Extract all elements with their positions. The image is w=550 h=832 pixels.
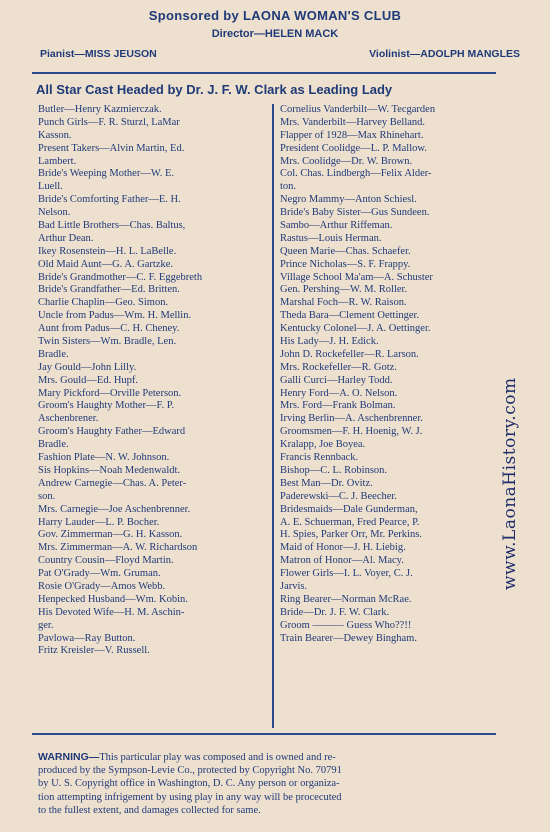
cast-line: Henpecked Husband—Wm. Kobin.	[38, 593, 188, 605]
cast-line: Rosie O'Grady—Amos Webb.	[38, 580, 166, 592]
cast-line: Kentucky Colonel—J. A. Oettinger.	[280, 323, 431, 335]
cast-line: John D. Rockefeller—R. Larson.	[280, 348, 419, 360]
cast-line: Mrs. Carnegie—Joe Aschenbrenner.	[38, 503, 191, 515]
warning-line	[38, 804, 500, 817]
cast-line: Queen Marie—Chas. Schaefer.	[280, 245, 411, 257]
cast-line: Sis Hopkins—Noah Medenwaldt.	[38, 464, 181, 476]
cast-line: Flapper of 1928—Max Rhinehart.	[280, 129, 424, 141]
cast-line: Ikey Rosenstein—H. L. LaBelle.	[38, 245, 177, 257]
warning-text: by U. S. Copyright office in Washington, D. C. Any person or organiza-	[38, 778, 340, 790]
cast-line: Mrs. Vanderbilt—Harvey Belland.	[280, 116, 426, 128]
cast-line: Kasson.	[38, 129, 72, 141]
sponsor-title: Sponsored by LAONA WOMAN'S CLUB	[148, 8, 402, 23]
warning-text: produced by the Sympson-Levie Co., protected by Copyright No. 70791	[38, 765, 342, 777]
cast-headline: All Star Cast Headed by Dr. J. F. W. Clark as Leading Lady	[36, 82, 393, 97]
cast-line: Best Man—Dr. Ovitz.	[280, 477, 373, 489]
cast-line: Matron of Honor—Al. Macy.	[280, 555, 404, 567]
warning-line	[38, 764, 500, 777]
cast-line: Maid of Honor—J. H. Liebig.	[280, 542, 406, 554]
cast-line: Andrew Carnegie—Chas. A. Peter-	[38, 477, 187, 489]
cast-line: Lambert.	[38, 155, 77, 167]
bottom-rule	[32, 733, 496, 735]
cast-line: President Coolidge—L. P. Mallow.	[280, 142, 427, 154]
cast-line: Gov. Zimmerman—G. H. Kasson.	[38, 529, 183, 541]
cast-line: Mrs. Zimmerman—A. W. Richardson	[38, 542, 198, 554]
cast-line: Bridesmaids—Dale Gunderman,	[280, 503, 418, 515]
cast-line: Fashion Plate—N. W. Johnson.	[38, 452, 170, 464]
cast-line: Ring Bearer—Norman McRae.	[280, 593, 412, 605]
cast-line: Butler—Henry Kazmierczak.	[38, 104, 162, 115]
cast-line: Old Maid Aunt—G. A. Gartzke.	[38, 258, 174, 270]
column-divider	[272, 104, 274, 728]
cast-line: Jay Gould—John Lilly.	[38, 361, 137, 373]
cast-line: Twin Sisters—Wm. Bradle, Len.	[38, 336, 177, 348]
cast-line: ger.	[38, 619, 54, 631]
cast-line: Flower Girls—I. L. Voyer, C. J.	[280, 568, 413, 580]
warning-line	[38, 777, 500, 790]
cast-line: Prince Nicholas—S. F. Frappy.	[280, 258, 411, 270]
cast-line: Mrs. Rockefeller—R. Gotz.	[280, 361, 397, 373]
cast-line: Aschenbrener.	[38, 413, 99, 425]
cast-line: ton.	[280, 181, 297, 193]
cast-line: Bad Little Brothers—Chas. Baltus,	[38, 220, 186, 232]
site-watermark: www.LaonaHistory.com	[500, 377, 520, 590]
cast-line: Galli Curci—Harley Todd.	[280, 374, 393, 386]
cast-line: Bride's Weeping Mother—W. E.	[38, 168, 175, 180]
violinist-line: Violinist—ADOLPH MANGLES	[369, 48, 520, 60]
warning-text: to the fullest extent, and damages collected for same.	[38, 804, 261, 816]
cast-line: Groom ——— Guess Who??!!	[280, 619, 412, 631]
cast-line: A. E. Schuerman, Fred Pearce, P.	[280, 516, 420, 528]
cast-line: H. Spies, Parker Orr, Mr. Perkins.	[280, 529, 422, 541]
cast-line: Jarvis.	[280, 580, 308, 592]
cast-line: Kralapp, Joe Boyea.	[280, 439, 366, 451]
cast-line: Bradle.	[38, 439, 69, 451]
cast-line: Mrs. Coolidge—Dr. W. Brown.	[280, 155, 413, 167]
cast-line: Negro Mammy—Anton Schiesl.	[280, 194, 417, 206]
cast-line: Marshal Foch—R. W. Raison.	[280, 297, 407, 309]
cast-line: Nelson.	[38, 207, 71, 219]
cast-line: Groom's Haughty Father—Edward	[38, 426, 186, 438]
cast-line: Mrs. Ford—Frank Bolman.	[280, 400, 396, 412]
cast-line: Aunt from Padus—C. H. Cheney.	[38, 323, 180, 335]
cast-line: Arthur Dean.	[38, 232, 94, 244]
cast-line: Pavlowa—Ray Button.	[38, 632, 136, 644]
cast-line: His Lady—J. H. Edick.	[280, 336, 379, 348]
pianist-line: Pianist—MISS JEUSON	[40, 48, 157, 60]
cast-line: Punch Girls—F. R. Sturzl, LaMar	[38, 116, 180, 128]
cast-line: Cornelius Vanderbilt—W. Tecgarden	[280, 104, 436, 115]
cast-line: Irving Berlin—A. Aschenbrenner.	[280, 413, 423, 425]
cast-line: Bride's Grandfather—Ed. Britten.	[38, 284, 180, 296]
director-line: Director—HELEN MACK	[211, 28, 339, 40]
cast-line: Uncle from Padus—Wm. H. Mellin.	[38, 310, 192, 322]
warning-line	[38, 791, 500, 804]
cast-line: Col. Chas. Lindbergh—Felix Alder-	[280, 168, 432, 180]
cast-line: Village School Ma'am—A. Schuster	[280, 271, 433, 283]
cast-line: son.	[38, 490, 56, 502]
warning-text: This particular play was composed and is owned and re-	[99, 752, 336, 763]
cast-line: Bradle.	[38, 348, 69, 360]
cast-line: Mrs. Gould—Ed. Hupf.	[38, 374, 139, 386]
top-rule	[32, 72, 496, 74]
cast-line: Bride—Dr. J. F. W. Clark.	[280, 606, 390, 618]
cast-line: Fritz Kreisler—V. Russell.	[38, 645, 150, 657]
cast-line: Harry Lauder—L. P. Bocher.	[38, 516, 160, 528]
cast-line: Mary Pickford—Orville Peterson.	[38, 387, 182, 399]
warning-line	[38, 751, 500, 764]
cast-list-right	[280, 104, 502, 645]
cast-line: Luell.	[38, 181, 63, 193]
cast-line: Bishop—C. L. Robinson.	[280, 464, 388, 476]
cast-line: Present Takers—Alvin Martin, Ed.	[38, 142, 185, 154]
cast-line: Sambo—Arthur Riffeman.	[280, 220, 393, 232]
cast-line: Henry Ford—A. O. Nelson.	[280, 387, 398, 399]
warning-text: tion attempting infrigement by using play in any way will be procecuted	[38, 791, 342, 803]
cast-line: His Devoted Wife—H. M. Aschin-	[38, 606, 185, 618]
cast-line: Bride's Comforting Father—E. H.	[38, 194, 181, 206]
cast-line: Train Bearer—Dewey Bingham.	[280, 632, 417, 644]
cast-line: Bride's Baby Sister—Gus Sundeen.	[280, 207, 430, 219]
cast-line: Pat O'Grady—Wm. Gruman.	[38, 568, 161, 580]
warning-lead: WARNING—	[38, 751, 100, 763]
cast-line: Charlie Chaplin—Geo. Simon.	[38, 297, 169, 309]
cast-line: Gen. Pershing—W. M. Roller.	[280, 284, 408, 296]
cast-line: Rastus—Louis Herman.	[280, 232, 382, 244]
cast-list-left	[38, 104, 263, 658]
cast-line: Bride's Grandmother—C. F. Eggebreth	[38, 271, 203, 283]
cast-line: Paderewski—C. J. Beecher.	[280, 490, 397, 502]
copyright-warning	[38, 751, 500, 817]
cast-line: Theda Bara—Clement Oettinger.	[280, 310, 420, 322]
cast-line: Groom's Haughty Mother—F. P.	[38, 400, 175, 412]
cast-line: Country Cousin—Floyd Martin.	[38, 555, 174, 567]
cast-line: Groomsmen—F. H. Hoenig, W. J.	[280, 426, 423, 438]
cast-line: Francis Rennback.	[280, 452, 359, 464]
